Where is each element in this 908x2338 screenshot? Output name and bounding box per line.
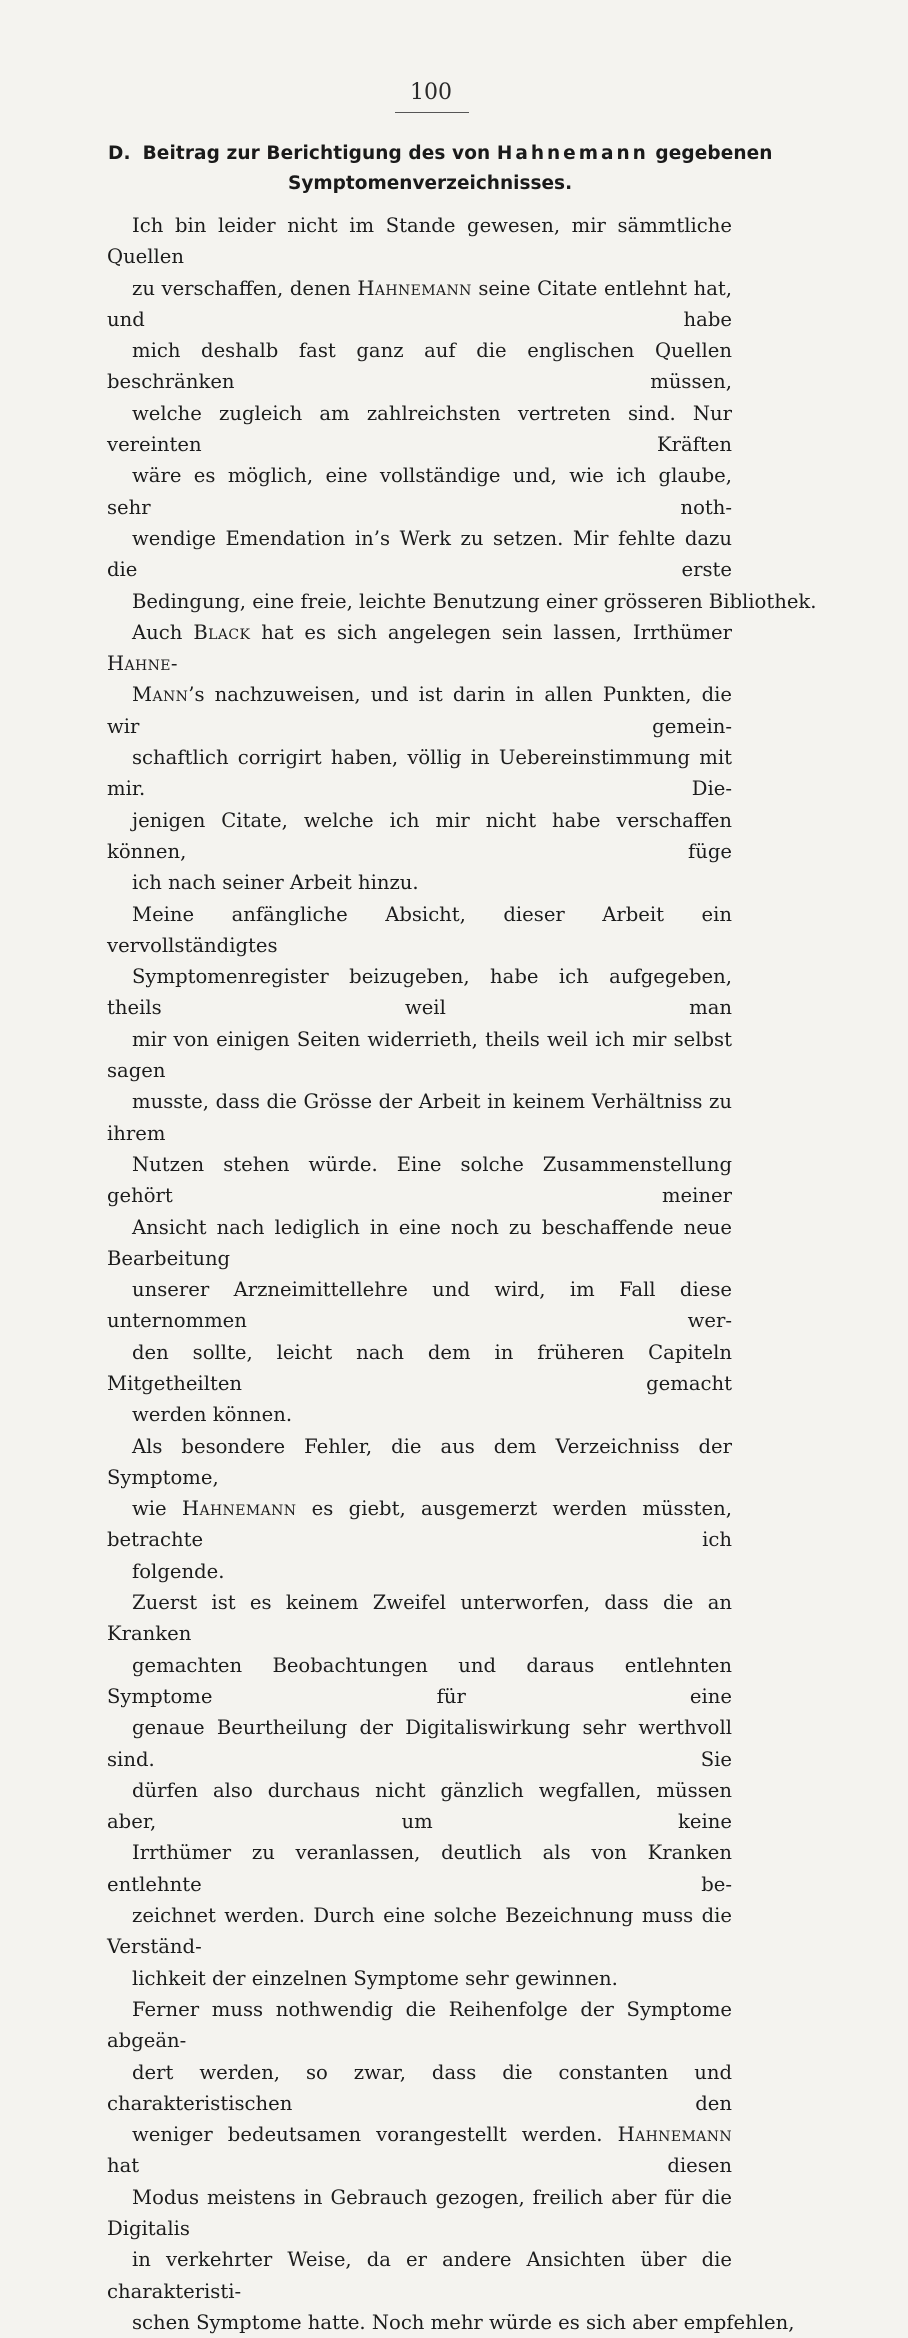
author-name: Mann: [132, 683, 189, 707]
text-line: ich nach seiner Arbeit hinzu.: [132, 871, 419, 895]
page-number: 100: [410, 80, 452, 105]
page-number-rule: [395, 112, 469, 113]
author-name: Hahnemann: [617, 2123, 732, 2147]
text-line: welche zugleich am zahlreichsten vertreten sind. Nur vereinten Kräften: [107, 401, 732, 457]
paragraph: [107, 1994, 795, 2338]
text-line: dert werden, so zwar, dass die constanten und charakteristischen den: [107, 2060, 732, 2115]
text-line: zeichnet werden. Durch eine solche Bezeichnung muss die Verständ-: [107, 1904, 732, 1959]
paragraph: [107, 210, 817, 617]
text-line: Nutzen stehen würde. Eine solche Zusammenstellung gehört meiner: [107, 1152, 732, 1208]
section-heading-continued: Symptomenverzeichnisses.: [288, 173, 573, 194]
text-line: genaue Beurtheilung der Digitaliswirkung sehr werthvoll sind. Sie: [107, 1716, 732, 1771]
text-line: gemachten Beobachtungen und daraus entlehnten Symptome für eine: [107, 1653, 732, 1708]
text-line: Ich bin leider nicht im Stande gewesen, mir sämmtliche Quellen: [107, 214, 732, 269]
text-line: jenigen Citate, welche ich mir nicht habe verschaffen können, füge: [107, 808, 732, 863]
text-line: unserer Arzneimittellehre und wird, im Fall diese unternommen wer-: [107, 1278, 732, 1333]
text-line: schaftlich corrigirt haben, völlig in Uebereinstimmung mit mir. Die-: [107, 746, 732, 801]
text-line: Ansicht nach lediglich in eine noch zu beschaffende neue Bearbeitung: [107, 1215, 732, 1270]
text-line: mir von einigen Seiten widerrieth, theils weil ich mir selbst sagen: [107, 1027, 732, 1083]
text-line: wendige Emendation in’s Werk zu setzen. Mir fehlte dazu die erste: [107, 526, 732, 582]
text-line: zu verschaffen, denen Hahnemann seine Citate entlehnt hat, und habe: [107, 276, 732, 331]
body-text: [107, 210, 817, 2338]
text-line: in verkehrter Weise, da er andere Ansichten über die charakteristi-: [107, 2248, 732, 2303]
text-line: dürfen also durchaus nicht gänzlich wegfallen, müssen aber, um keine: [107, 1778, 732, 1834]
section-marker: D.: [108, 143, 131, 164]
heading-text-part-2: gegebenen: [655, 143, 773, 164]
text-line: Symptomenregister beizugeben, habe ich aufgegeben, theils weil man: [107, 965, 732, 1020]
heading-text-part-1: Beitrag zur Berichtigung des von: [142, 143, 491, 164]
text-line: Als besondere Fehler, die aus dem Verzeichniss der Symptome,: [107, 1434, 732, 1489]
text-line: werden können.: [132, 1403, 293, 1427]
text-line: Modus meistens in Gebrauch gezogen, freilich aber für die Digitalis: [107, 2185, 732, 2240]
text-line: lichkeit der einzelnen Symptome sehr gewinnen.: [132, 1966, 618, 1990]
author-name: Hahne-: [107, 652, 178, 676]
text-line: Mann’s nachzuweisen, und ist darin in allen Punkten, die wir gemein-: [107, 683, 732, 738]
author-name: Hahnemann: [357, 276, 472, 300]
author-name: Black: [193, 620, 251, 644]
text-line: folgende.: [132, 1559, 225, 1583]
heading-author-name: Hahnemann: [496, 143, 649, 164]
text-line: wäre es möglich, eine vollständige und, wie ich glaube, sehr noth-: [107, 464, 732, 519]
text-line: weniger bedeutsamen vorangestellt werden. Hahnemann hat diesen: [107, 2123, 732, 2178]
paragraph: [107, 1431, 732, 1587]
text-line: Zuerst ist es keinem Zweifel unterworfen, dass die an Kranken: [107, 1591, 732, 1646]
paragraph: [107, 1587, 732, 1994]
paragraph: [107, 899, 732, 1431]
text-line: schen Symptome hatte. Noch mehr würde es sich aber empfehlen,: [132, 2310, 795, 2334]
text-line: Auch Black hat es sich angelegen sein lassen, Irrthümer Hahne-: [107, 620, 733, 676]
text-line: Bedingung, eine freie, leichte Benutzung einer grösseren Bibliothek.: [132, 589, 817, 613]
text-line: Ferner muss nothwendig die Reihenfolge der Symptome abgeän-: [107, 1997, 732, 2053]
text-line: mich deshalb fast ganz auf die englischen Quellen beschränken müssen,: [107, 339, 732, 394]
author-name: Hahnemann: [181, 1497, 297, 1521]
text-line: wie Hahnemann es giebt, ausgemerzt werden müssten, betrachte ich: [107, 1497, 732, 1552]
text-line: musste, dass die Grösse der Arbeit in keinem Verhältniss zu ihrem: [107, 1090, 732, 1145]
text-line: den sollte, leicht nach dem in früheren Capiteln Mitgetheilten gemacht: [107, 1340, 732, 1395]
paragraph: [107, 617, 732, 899]
text-line: Meine anfängliche Absicht, dieser Arbeit ein vervollständigtes: [107, 902, 732, 957]
text-line: Irrthümer zu veranlassen, deutlich als von Kranken entlehnte be-: [107, 1841, 732, 1896]
section-heading: [108, 142, 773, 166]
